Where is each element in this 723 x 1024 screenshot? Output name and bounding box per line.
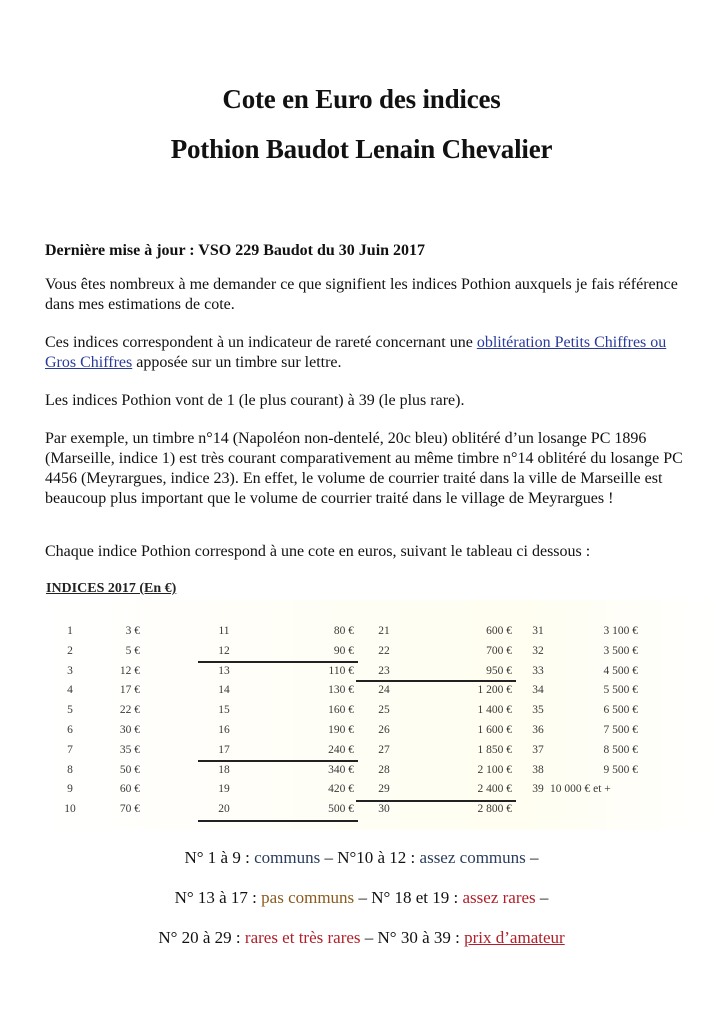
table-index-cell: 36 bbox=[532, 724, 544, 736]
table-value-cell: 4 500 € bbox=[603, 664, 638, 677]
paragraph-example: Par exemple, un timbre n°14 (Napoléon non-dentelé, 20c bleu) oblitéré d’un losange PC 1896 (Marseille, indice 1) est très courant comparativement au même timbre n°14 oblitéré du losange PC 4456 (Meyrargues, indice 23). En effet, le volume de courrier traité dans la ville de Marseille est beaucoup plus important que le volume de courrier traité dans le village de Meyrargues ! bbox=[45, 430, 683, 507]
table-index-cell: 23 bbox=[378, 664, 390, 677]
table-index-cell: 6 bbox=[67, 724, 73, 736]
table-value-cell: 50 € bbox=[119, 763, 140, 776]
table-value-cell: 6 500 € bbox=[603, 704, 638, 717]
table-value-cell: 2 100 € bbox=[477, 763, 512, 776]
legend-rarity-label: pas communs bbox=[261, 888, 355, 907]
table-value-cell: 700 € bbox=[486, 644, 512, 657]
table-index-cell: 34 bbox=[532, 684, 544, 697]
table-index-cell: 3 bbox=[67, 664, 73, 677]
paragraph-text-before-link: Ces indices correspondent à un indicateur de rareté concernant une bbox=[45, 334, 477, 351]
table-index-cell: 37 bbox=[532, 743, 544, 756]
table-value-cell: 110 € bbox=[328, 664, 354, 677]
paragraph-table-intro: Chaque indice Pothion correspond à une cote en euros, suivant le tableau ci dessous : bbox=[45, 543, 591, 560]
legend-line-2 bbox=[0, 888, 723, 908]
table-index-cell: 25 bbox=[378, 704, 390, 717]
table-index-cell: 1 bbox=[67, 625, 73, 637]
table-index-cell: 5 bbox=[67, 704, 73, 717]
table-value-cell: 17 € bbox=[119, 684, 140, 697]
table-group-divider bbox=[198, 661, 358, 663]
table-index-cell: 10 bbox=[64, 803, 76, 816]
page-title-line-2: Pothion Baudot Lenain Chevalier bbox=[170, 134, 553, 164]
table-value-cell: 950 € bbox=[486, 664, 512, 677]
legend-range-text: – N°10 à 12 : bbox=[320, 848, 420, 867]
table-value-cell: 12 € bbox=[119, 664, 140, 677]
legend-rarity-label: rares et très rares bbox=[244, 928, 361, 947]
table-value-cell: 5 500 € bbox=[603, 684, 638, 697]
table-group-divider bbox=[198, 760, 358, 762]
table-index-cell: 4 bbox=[67, 684, 73, 697]
table-value-cell: 3 € bbox=[125, 625, 140, 637]
table-index-cell: 13 bbox=[218, 664, 230, 677]
table-group-divider bbox=[356, 680, 516, 682]
table-index-cell: 17 bbox=[218, 743, 230, 756]
table-index-cell: 2 bbox=[67, 644, 73, 657]
legend-line-3 bbox=[0, 928, 723, 948]
table-value-cell: 160 € bbox=[328, 704, 354, 717]
table-index-cell: 28 bbox=[378, 763, 390, 776]
table-index-cell: 24 bbox=[378, 684, 390, 697]
table-value-cell: 3 100 € bbox=[603, 625, 638, 637]
table-index-cell: 18 bbox=[218, 763, 230, 776]
table-value-cell: 80 € bbox=[333, 625, 354, 637]
table-value-cell: 1 850 € bbox=[477, 743, 512, 756]
legend-range-text: – N° 18 et 19 : bbox=[354, 888, 463, 907]
table-index-cell: 14 bbox=[218, 684, 230, 697]
table-index-cell: 27 bbox=[378, 743, 390, 756]
legend-range-text: N° 1 à 9 : bbox=[184, 848, 255, 867]
obliteration-link[interactable]: oblitération Petits Chiffres ou Gros Chiffres bbox=[45, 334, 667, 371]
table-value-cell: 70 € bbox=[119, 803, 140, 816]
legend-line-1 bbox=[0, 848, 723, 868]
table-index-cell: 29 bbox=[378, 783, 390, 796]
table-group-divider bbox=[356, 800, 516, 802]
table-value-cell: 240 € bbox=[328, 743, 354, 756]
legend-range-text: N° 13 à 17 : bbox=[174, 888, 262, 907]
table-index-cell: 20 bbox=[218, 803, 230, 816]
table-value-cell: 60 € bbox=[119, 783, 140, 796]
legend-rarity-label: assez rares bbox=[462, 888, 536, 907]
legend-range-text: – N° 30 à 39 : bbox=[360, 928, 465, 947]
page-title-line-1: Cote en Euro des indices bbox=[222, 84, 501, 114]
table-index-cell: 22 bbox=[378, 644, 390, 657]
table-index-cell: 15 bbox=[218, 704, 230, 717]
table-value-cell: 3 500 € bbox=[603, 644, 638, 657]
table-value-cell: 600 € bbox=[486, 625, 512, 637]
legend-rarity-label: assez communs bbox=[419, 848, 526, 867]
table-index-cell: 39 bbox=[532, 783, 544, 796]
table-value-cell: 9 500 € bbox=[603, 763, 638, 776]
table-value-cell: 8 500 € bbox=[603, 743, 638, 756]
table-value-cell: 22 € bbox=[119, 704, 140, 717]
table-index-cell: 7 bbox=[67, 743, 73, 756]
table-value-cell: 30 € bbox=[119, 724, 140, 736]
paragraph-intro: Vous êtes nombreux à me demander ce que signifient les indices Pothion auxquels je fais référence dans mes estimations de cote. bbox=[45, 276, 678, 313]
table-index-cell: 21 bbox=[378, 625, 390, 637]
table-value-cell: 1 200 € bbox=[477, 684, 512, 697]
table-value-cell: 35 € bbox=[119, 743, 140, 756]
table-value-cell: 7 500 € bbox=[603, 724, 638, 736]
table-value-cell: 10 000 € et + bbox=[550, 783, 611, 796]
table-title: INDICES 2017 (En €) bbox=[46, 581, 177, 596]
table-value-cell: 1 400 € bbox=[477, 704, 512, 717]
table-value-cell: 2 800 € bbox=[477, 803, 512, 816]
table-value-cell: 90 € bbox=[333, 644, 354, 657]
table-value-cell: 5 € bbox=[125, 644, 140, 657]
table-index-cell: 26 bbox=[378, 724, 390, 736]
table-index-cell: 33 bbox=[532, 664, 544, 677]
table-index-cell: 35 bbox=[532, 704, 544, 717]
table-value-cell: 130 € bbox=[328, 684, 354, 697]
indices-table bbox=[40, 600, 720, 830]
table-index-cell: 11 bbox=[218, 625, 230, 637]
legend-range-text: – bbox=[535, 888, 549, 907]
table-value-cell: 420 € bbox=[328, 783, 354, 796]
legend-range-text: N° 20 à 29 : bbox=[158, 928, 245, 947]
table-value-cell: 500 € bbox=[328, 803, 354, 816]
table-value-cell: 190 € bbox=[328, 724, 354, 736]
legend-range-text: – bbox=[525, 848, 539, 867]
table-value-cell: 2 400 € bbox=[477, 783, 512, 796]
table-index-cell: 19 bbox=[218, 783, 230, 796]
table-index-cell: 30 bbox=[378, 803, 390, 816]
table-value-cell: 1 600 € bbox=[477, 724, 512, 736]
table-index-cell: 8 bbox=[67, 763, 73, 776]
table-value-cell: 340 € bbox=[328, 763, 354, 776]
update-line: Dernière mise à jour : VSO 229 Baudot du 30 Juin 2017 bbox=[45, 242, 426, 259]
table-group-divider bbox=[198, 820, 358, 822]
paragraph-indices-definition bbox=[45, 333, 685, 373]
table-index-cell: 31 bbox=[532, 625, 544, 637]
table-index-cell: 16 bbox=[218, 724, 230, 736]
table-index-cell: 32 bbox=[532, 644, 544, 657]
paragraph-range: Les indices Pothion vont de 1 (le plus courant) à 39 (le plus rare). bbox=[45, 392, 465, 409]
legend-rarity-label: prix d’amateur bbox=[464, 928, 565, 947]
table-index-cell: 38 bbox=[532, 763, 544, 776]
table-index-cell: 9 bbox=[67, 783, 73, 796]
paragraph-text-after-link: apposée sur un timbre sur lettre. bbox=[132, 354, 342, 371]
table-index-cell: 12 bbox=[218, 644, 230, 657]
legend-rarity-label: communs bbox=[254, 848, 321, 867]
